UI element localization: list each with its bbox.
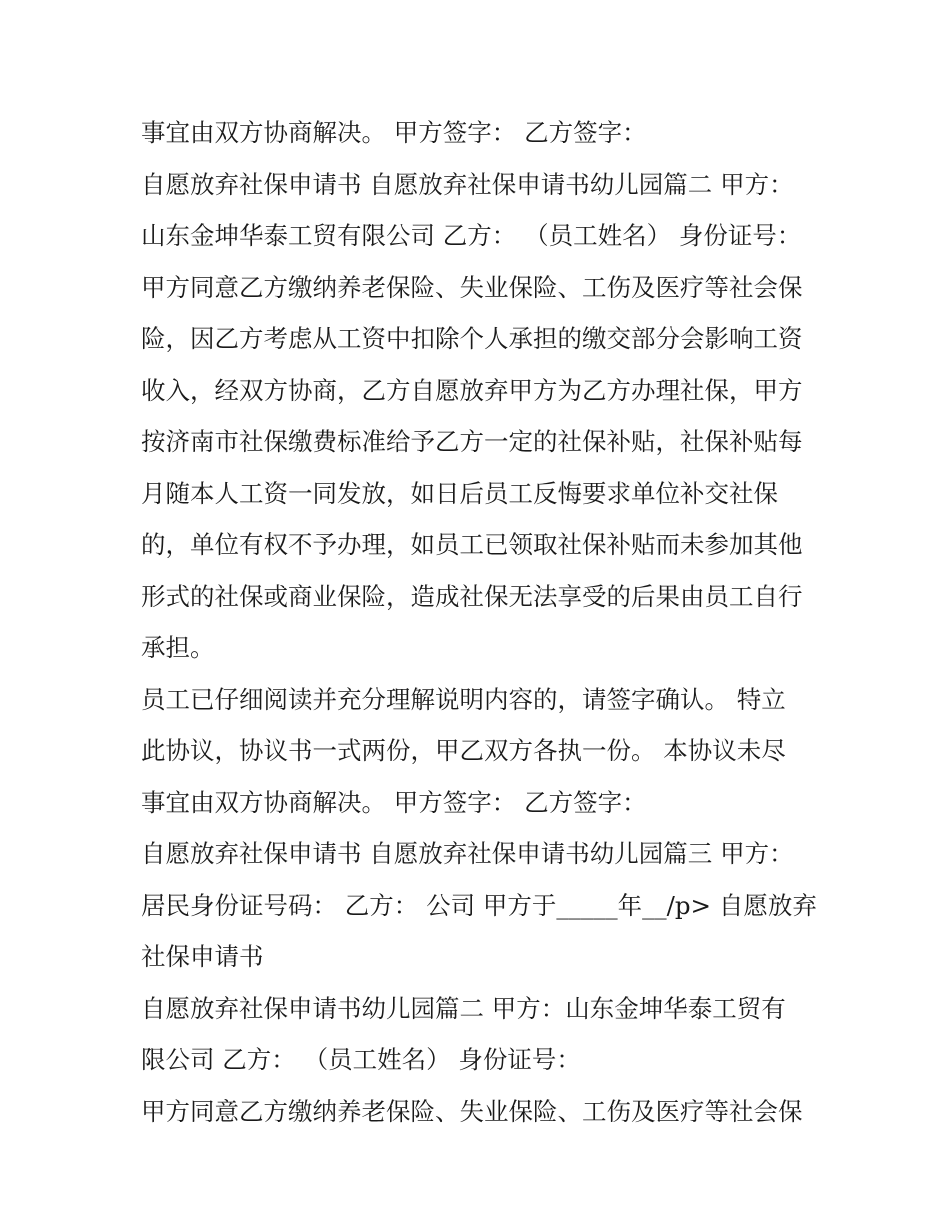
text-line: 甲方同意乙方缴纳养老保险、失业保险、工伤及医疗等社会保 [141,1096,803,1126]
text-line: 甲方同意乙方缴纳养老保险、失业保险、工伤及医疗等社会保 [141,272,803,302]
text-line: 居民身份证号码： 乙方： 公司 甲方于_____年__/p> 自愿放弃 [141,890,817,920]
text-line: 自愿放弃社保申请书 自愿放弃社保申请书幼儿园篇三 甲方： [141,839,794,868]
text-line: 限公司 乙方： （员工姓名） 身份证号： [141,1045,581,1074]
text-line: 社保申请书 [141,942,264,971]
text-line: 承担。 [141,633,215,662]
text-line: 山东金坤华泰工贸有限公司 乙方： （员工姓名） 身份证号： [141,221,802,250]
text-line: 员工已仔细阅读并充分理解说明内容的，请签字确认。 特立 [141,684,786,714]
text-line: 自愿放弃社保申请书 自愿放弃社保申请书幼儿园篇二 甲方： [141,169,794,199]
text-line: 月随本人工资一同发放，如日后员工反悔要求单位补交社保 [141,478,778,508]
text-line: 自愿放弃社保申请书幼儿园篇二 甲方：山东金坤华泰工贸有 [141,993,786,1023]
text-line: 此协议，协议书一式两份，甲乙双方各执一份。 本协议未尽 [141,736,786,765]
text-line: 按济南市社保缴费标准给予乙方一定的社保补贴，社保补贴每 [141,427,803,456]
text-line: 形式的社保或商业保险，造成社保无法享受的后果由员工自行 [141,581,803,611]
text-line: 收入，经双方协商，乙方自愿放弃甲方为乙方办理社保，甲方 [141,375,803,405]
document-body [141,107,821,1137]
text-line: 险，因乙方考虑从工资中扣除个人承担的缴交部分会影响工资 [141,324,803,353]
text-line: 事宜由双方协商解决。 甲方签字： 乙方签字： [141,787,647,817]
text-line: 的，单位有权不予办理，如员工已领取社保补贴而未参加其他 [141,530,803,559]
text-line: 事宜由双方协商解决。 甲方签字： 乙方签字： [141,118,647,147]
